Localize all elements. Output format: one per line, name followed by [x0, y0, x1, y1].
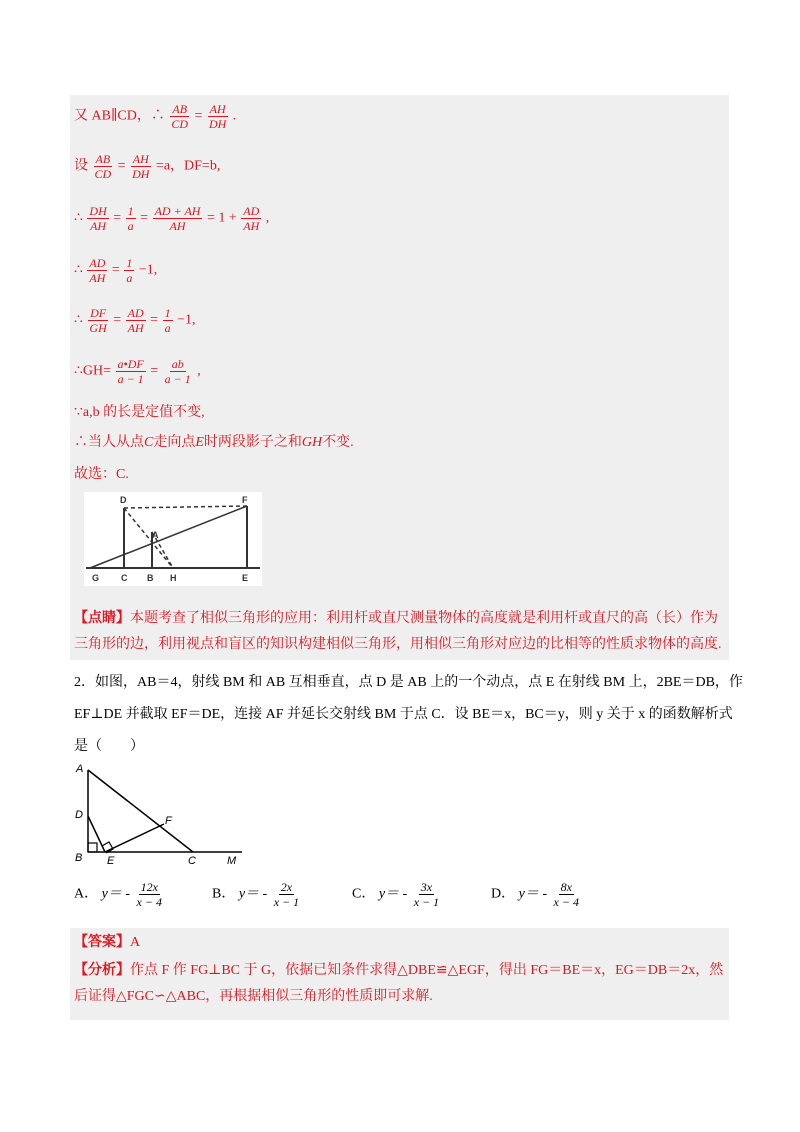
- question-2-line-3: 是（ ）: [74, 739, 144, 754]
- right-angle-b: [88, 843, 97, 852]
- label-C2: C: [188, 855, 196, 867]
- label-B2: B: [75, 852, 83, 864]
- label-D2: D: [75, 809, 83, 821]
- label-G: G: [92, 573, 100, 583]
- triangle-figure: [72, 758, 247, 868]
- solution-line-7: ∵a,b 的长是定值不变,: [74, 405, 205, 420]
- segment-ef: [105, 824, 164, 852]
- label-F: F: [242, 495, 248, 505]
- segment-ac: [88, 770, 193, 852]
- solution-line-2: 设 $\frac{AB}{CD}$ = $\frac{AH}{DH}$ =a，DF=b,: [74, 152, 221, 181]
- label-E: E: [242, 573, 249, 583]
- solution-line-1: 又 AB∥CD，∴ $\frac{AB}{CD}$ = $\frac{AH}{DH}$ .: [74, 102, 237, 131]
- solution-line-8: ∴当人从点C走向点E时两段影子之和GH不变.: [74, 435, 354, 450]
- label-B: B: [147, 573, 154, 583]
- note-paragraph: 【点睛】本题考查了相似三角形的应用：利用杆或直尺测量物体的高度就是利用杆或直尺的高（长）作为三角形的边，利用视点和盲区的知识构建相似三角形，用相似三角形对应边的比相等的性质求物体的高度.: [74, 611, 722, 652]
- label-A: A: [152, 530, 159, 540]
- answer-line: 【答案】A: [74, 935, 141, 950]
- label-C: C: [121, 573, 128, 583]
- solution-line-6: ∴GH= $\frac{a•DF}{a - 1}$ = $\frac{ab}{a - 1}$ ,: [74, 357, 201, 386]
- solution-line-9: 故选：C.: [74, 467, 129, 482]
- label-F2: F: [165, 815, 172, 827]
- solution-line-3: ∴ $\frac{DH}{AH}$ = $\frac{1}{a}$ = $\frac{AD + AH}{AH}$ = 1 + $\frac{AD}{AH}$ ,: [74, 204, 270, 233]
- option-a[interactable]: A． y＝ - $\frac{12x}{x - 4}$: [74, 880, 162, 909]
- label-D: D: [120, 495, 127, 505]
- question-2-line-1: 2．如图，AB＝4，射线 BM 和 AB 互相垂直，点 D 是 AB 上的一个动点，点 E 在射线 BM 上，2BE＝DB，作: [74, 675, 743, 690]
- label-M2: M: [227, 855, 237, 867]
- label-E2: E: [107, 855, 115, 867]
- option-c[interactable]: C． y＝ - $\frac{3x}{x - 1}$: [352, 880, 440, 909]
- option-d[interactable]: D． y＝ - $\frac{8x}{x - 4}$: [491, 880, 579, 909]
- solution-line-5: ∴ $\frac{DF}{GH}$ = $\frac{AD}{AH}$ = $\frac{1}{a}$ −1,: [74, 306, 196, 335]
- label-A2: A: [76, 763, 84, 775]
- option-b[interactable]: B． y＝ - $\frac{2x}{x - 1}$: [212, 880, 300, 909]
- solution-line-4: ∴ $\frac{AD}{AH}$ = $\frac{1}{a}$ −1,: [74, 256, 158, 285]
- label-H: H: [170, 573, 177, 583]
- shadow-figure: [84, 492, 262, 586]
- question-2-line-2: EF⊥DE 并截取 EF＝DE，连接 AF 并延长交射线 BM 于点 C．设 BE＝x，BC＝y，则 y 关于 x 的函数解析式: [74, 707, 733, 722]
- analysis-paragraph: 【分析】作点 F 作 FG⊥BC 于 G，依据已知条件求得△DBE≌△EGF，得出 FG＝BE＝x，EG＝DB＝2x，然后证得△FGC∽△ABC，再根据相似三角形的性质即可求解.: [74, 963, 724, 1004]
